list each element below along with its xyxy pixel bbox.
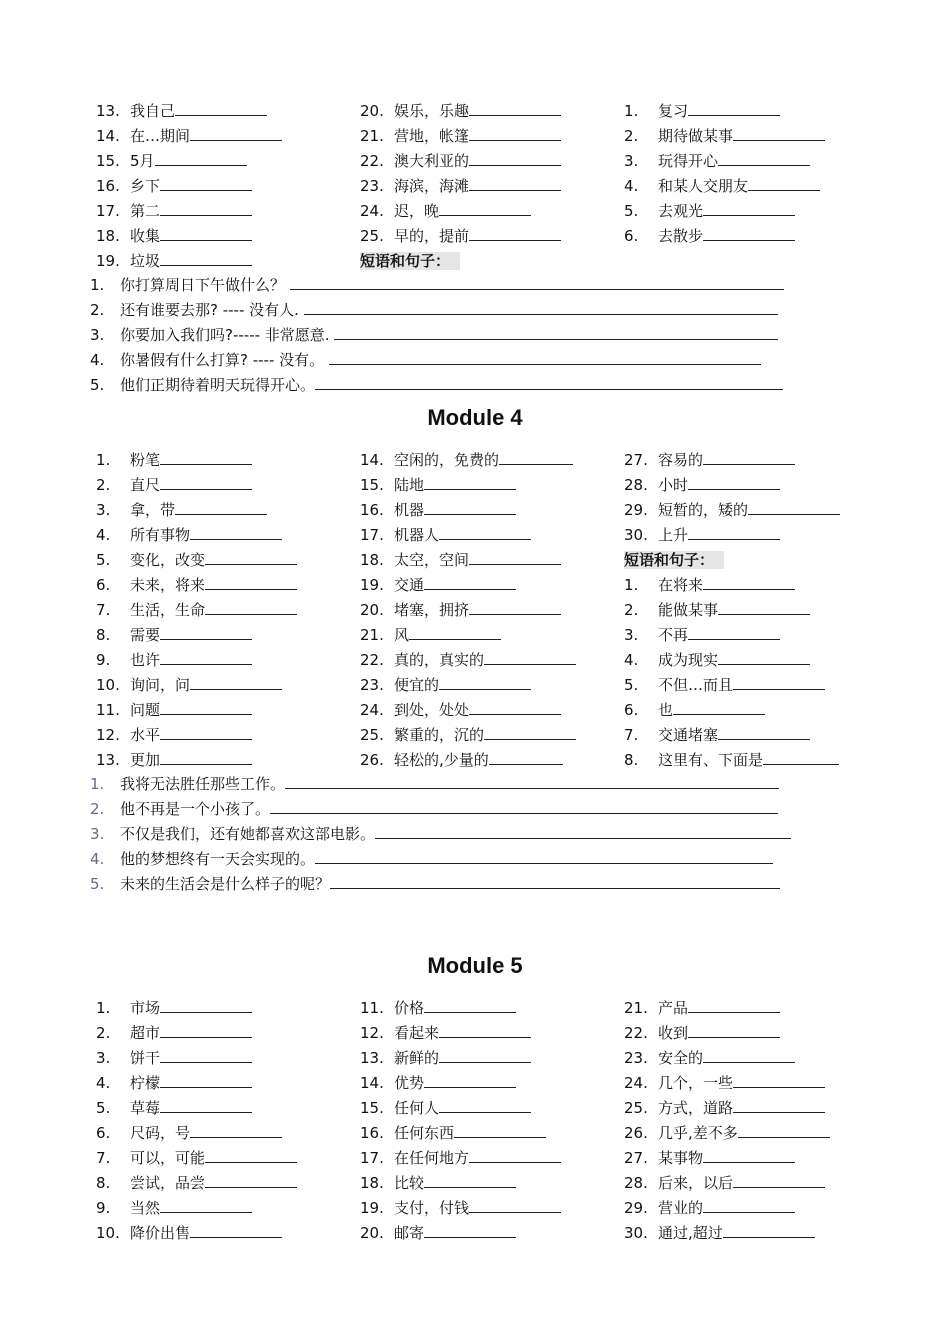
list-item: 22. 真的，真实的 — [360, 648, 576, 673]
list-item: 4. 和某人交朋友 — [624, 174, 820, 199]
list-item: 13. 我自己 — [96, 99, 267, 124]
list-item: 25. 方式，道路 — [624, 1096, 825, 1121]
list-item: 3. 不再 — [624, 623, 780, 648]
list-item: 10. 降价出售 — [96, 1221, 282, 1246]
sentence-item: 3. 不仅是我们，还有她都喜欢这部电影。 — [90, 822, 791, 847]
list-item: 2. 直尺 — [96, 473, 252, 498]
sentence-item: 5. 未来的生活会是什么样子的呢？ — [90, 872, 780, 897]
list-item: 24. 到处，处处 — [360, 698, 561, 723]
list-item: 6. 未来，将来 — [96, 573, 297, 598]
list-item: 22. 收到 — [624, 1021, 780, 1046]
list-item: 25. 繁重的，沉的 — [360, 723, 576, 748]
list-item: 18. 收集 — [96, 224, 252, 249]
list-item: 4. 成为现实 — [624, 648, 810, 673]
list-item: 16. 任何东西 — [360, 1121, 546, 1146]
list-item: 27. 某事物 — [624, 1146, 795, 1171]
list-item: 11. 问题 — [96, 698, 252, 723]
list-item: 26. 几乎,差不多 — [624, 1121, 830, 1146]
list-item: 3. 饼干 — [96, 1046, 252, 1071]
list-item: 20. 娱乐，乐趣 — [360, 99, 561, 124]
sentence-item: 5. 他们正期待着明天玩得开心。 — [90, 373, 783, 398]
list-item: 19. 支付，付钱 — [360, 1196, 561, 1221]
list-item: 23. 安全的 — [624, 1046, 795, 1071]
list-item: 28. 小时 — [624, 473, 780, 498]
list-item: 22. 澳大利亚的 — [360, 149, 561, 174]
sentence-item: 1. 我将无法胜任那些工作。 — [90, 772, 779, 797]
list-item: 6. 去散步 — [624, 224, 795, 249]
list-item: 15. 5月 — [96, 149, 247, 174]
list-item: 25. 早的，提前 — [360, 224, 561, 249]
list-item: 4. 柠檬 — [96, 1071, 252, 1096]
list-item: 24. 迟，晚 — [360, 199, 531, 224]
list-item: 8. 尝试，品尝 — [96, 1171, 297, 1196]
list-item: 5. 变化，改变 — [96, 548, 297, 573]
list-item: 21. 风 — [360, 623, 501, 648]
list-item: 18. 太空，空间 — [360, 548, 561, 573]
list-item: 6. 也 — [624, 698, 765, 723]
list-item: 16. 乡下 — [96, 174, 252, 199]
list-item: 12. 看起来 — [360, 1021, 531, 1046]
list-item: 20. 邮寄 — [360, 1221, 516, 1246]
list-item: 16. 机器 — [360, 498, 516, 523]
module-4-title: Module 4 — [427, 405, 523, 430]
list-item: 7. 生活，生命 — [96, 598, 297, 623]
list-item: 20. 堵塞，拥挤 — [360, 598, 561, 623]
module-5-title: Module 5 — [427, 953, 523, 978]
list-item: 29. 营业的 — [624, 1196, 795, 1221]
list-item: 23. 海滨，海滩 — [360, 174, 561, 199]
list-item: 18. 比较 — [360, 1171, 516, 1196]
list-item: 2. 期待做某事 — [624, 124, 825, 149]
list-item: 30. 上升 — [624, 523, 780, 548]
list-item: 17. 机器人 — [360, 523, 531, 548]
list-item: 17. 第二 — [96, 199, 252, 224]
list-item: 21. 营地，帐篷 — [360, 124, 561, 149]
list-item: 3. 拿，带 — [96, 498, 267, 523]
list-item: 2. 超市 — [96, 1021, 252, 1046]
list-item: 13. 更加 — [96, 748, 252, 773]
sentence-item: 4. 你暑假有什么打算? ---- 没有。 — [90, 348, 761, 373]
list-item: 5. 不但…而且 — [624, 673, 825, 698]
list-item: 14. 优势 — [360, 1071, 516, 1096]
sentence-item: 2. 他不再是一个小孩了。 — [90, 797, 778, 822]
list-item: 1. 复习 — [624, 99, 780, 124]
list-item: 14. 在…期间 — [96, 124, 282, 149]
list-item: 4. 所有事物 — [96, 523, 282, 548]
phrase-heading: 短语和句子： — [360, 249, 460, 274]
list-item: 3. 玩得开心 — [624, 149, 810, 174]
list-item: 27. 容易的 — [624, 448, 795, 473]
list-item: 1. 市场 — [96, 996, 252, 1021]
list-item: 14. 空闲的，免费的 — [360, 448, 573, 473]
sentence-item: 4. 他的梦想终有一天会实现的。 — [90, 847, 773, 872]
list-item: 13. 新鲜的 — [360, 1046, 531, 1071]
list-item: 30. 通过,超过 — [624, 1221, 815, 1246]
list-item: 6. 尺码，号 — [96, 1121, 282, 1146]
list-item: 21. 产品 — [624, 996, 780, 1021]
list-item: 1. 粉笔 — [96, 448, 252, 473]
list-item: 15. 任何人 — [360, 1096, 531, 1121]
list-item: 19. 交通 — [360, 573, 516, 598]
list-item: 28. 后来，以后 — [624, 1171, 825, 1196]
list-item: 5. 去观光 — [624, 199, 795, 224]
sentence-item: 3. 你要加入我们吗?----- 非常愿意. — [90, 323, 778, 348]
list-item: 23. 便宜的 — [360, 673, 531, 698]
list-item: 1. 在将来 — [624, 573, 795, 598]
list-item: 10. 询问，问 — [96, 673, 282, 698]
list-item: 15. 陆地 — [360, 473, 516, 498]
list-item: 8. 这里有、下面是 — [624, 748, 839, 773]
list-item: 9. 当然 — [96, 1196, 252, 1221]
list-item: 8. 需要 — [96, 623, 252, 648]
list-item: 7. 可以，可能 — [96, 1146, 297, 1171]
list-item: 17. 在任何地方 — [360, 1146, 561, 1171]
list-item: 12. 水平 — [96, 723, 252, 748]
sentence-item: 1. 你打算周日下午做什么？ — [90, 273, 784, 298]
list-item: 24. 几个，一些 — [624, 1071, 825, 1096]
list-item: 11. 价格 — [360, 996, 516, 1021]
list-item: 29. 短暂的，矮的 — [624, 498, 840, 523]
list-item: 2. 能做某事 — [624, 598, 810, 623]
list-item: 19. 垃圾 — [96, 249, 252, 274]
list-item: 9. 也许 — [96, 648, 252, 673]
phrase-heading: 短语和句子： — [624, 548, 724, 573]
list-item: 7. 交通堵塞 — [624, 723, 810, 748]
list-item: 26. 轻松的,少量的 — [360, 748, 563, 773]
sentence-item: 2. 还有谁要去那? ---- 没有人. — [90, 298, 778, 323]
list-item: 5. 草莓 — [96, 1096, 252, 1121]
